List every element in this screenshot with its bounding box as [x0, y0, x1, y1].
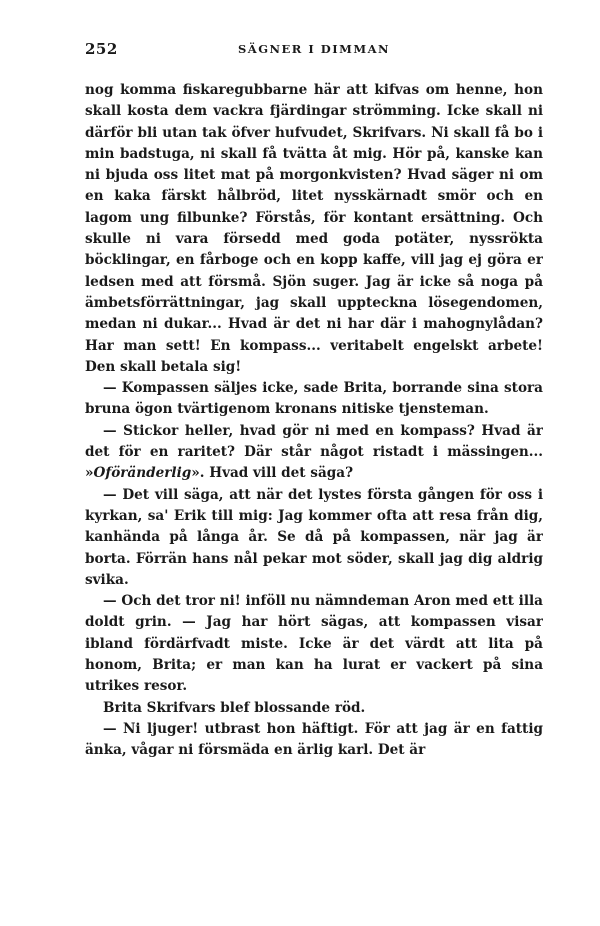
- paragraph-2: — Kompassen säljes icke, sade Brita, borrande sina stora bruna ögon tvärtigenom kronans nitiske tjensteman.: [85, 380, 543, 418]
- page-header: [85, 40, 543, 62]
- paragraph-3-italic: Oföränderlig: [93, 465, 192, 482]
- paragraph-4: — Det vill säga, att när det lystes första gången för oss i kyrkan, sa' Erik till mig: Jag kommer ofta att resa från dig, kanhända på långa år. Se då på kompassen, när jag är borta. Förrän hans nål pekar mot söder, skall jag dig aldrig svika.: [85, 486, 543, 588]
- paragraph-7: — Ni ljuger! utbrast hon häftigt. För att jag är en fattig änka, vågar ni försmäda en ärlig karl. Det är: [85, 720, 543, 759]
- paragraph-6: Brita Skrifvars blef blossande röd.: [103, 699, 366, 716]
- paragraph-5: — Och det tror ni! inföll nu nämndeman Aron med ett illa doldt grin. — Jag har hört sägas, att kompassen visar ibland fördärfvadt miste. Icke är det värdt att lita på honom, Brita; er man kan ha lurat er vackert på sina utrikes resor.: [85, 593, 543, 695]
- body-text: [85, 80, 543, 762]
- paragraph-3-before: — Stickor heller, hvad gör ni med en kompass? Hvad är det för en raritet? Där står något ristadt i mässingen... »: [85, 422, 543, 482]
- page-number: 252: [85, 40, 118, 58]
- paragraph-3-after: ». Hvad vill det säga?: [191, 465, 354, 482]
- running-head: SÄGNER I DIMMAN: [237, 42, 390, 56]
- book-page: [85, 40, 543, 910]
- paragraph-3: [85, 421, 543, 485]
- paragraph-1: nog komma fiskaregubbarne här att kifvas om henne, hon skall kosta dem vackra fjärdingar strömming. Icke skall ni därför bli utan tak öfver hufvudet, Skrifvars. Ni skall få bo i min badstuga, ni skall få tvätta åt mig. Hör på, kanske kan ni bjuda oss litet mat på morgonkvisten? Hvad säger ni om en kaka färskt hålbröd, litet nysskärnadt smör och en lagom ung filbunke? Förstås, för kontant ersättning. Och skulle ni vara försedd med goda potäter, nyssrökta böcklingar, en fårboge och en kopp kaffe, vill jag ej göra er ledsen med att försmå. Sjön suger. Jag är icke så noga på ämbetsförrättningar, jag skall uppteckna lösegendomen, medan ni dukar... Hvad är det ni har där i mahognylådan? Har man sett! En kompass... veritabelt engelskt arbete! Den skall betala sig!: [85, 82, 543, 375]
